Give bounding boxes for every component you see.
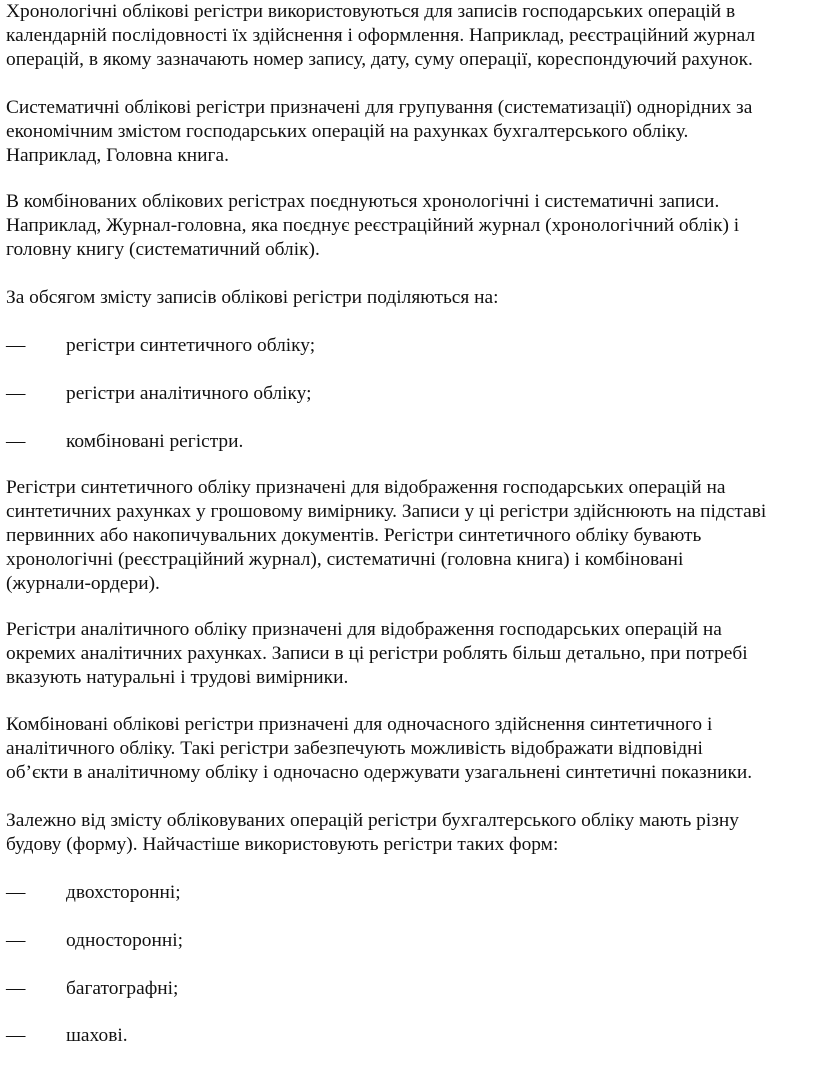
paragraph-by-scope [6, 286, 499, 310]
text-line: синтетичних рахунках у грошовому вимірнику. Записи у ці регістри здійснюють на підставі [6, 501, 767, 522]
list-item [6, 881, 806, 905]
text-line: економічним змістом господарських операцій на рахунках бухгалтерського обліку. [6, 121, 689, 142]
text-line: Залежно від змісту обліковуваних операцій регістри бухгалтерського обліку мають різну [6, 810, 739, 831]
dash-bullet: — [6, 383, 26, 404]
paragraph-chronological-registers [6, 0, 755, 72]
text-line: вказують натуральні і трудові вимірники. [6, 667, 349, 688]
text-line: (журнали-ордери). [6, 573, 160, 594]
list-item [6, 334, 806, 358]
dash-bullet: — [6, 335, 26, 356]
list-item-text: комбіновані регістри. [66, 431, 244, 452]
text-line: аналітичного обліку. Такі регістри забезпечують можливість відображати відповідні [6, 738, 703, 759]
text-line: головну книгу (систематичний облік). [6, 239, 320, 260]
text-line: Наприклад, Журнал-головна, яка поєднує реєстраційний журнал (хронологічний облік) і [6, 215, 740, 236]
text-line: Наприклад, Головна книга. [6, 145, 229, 166]
list-item-text: регістри синтетичного обліку; [66, 335, 316, 356]
list-item-text: регістри аналітичного обліку; [66, 383, 312, 404]
text-line: За обсягом змісту записів облікові регістри поділяються на: [6, 287, 499, 308]
text-line: Хронологічні облікові регістри використовуються для записів господарських операцій в [6, 1, 736, 22]
paragraph-register-forms [6, 809, 739, 857]
text-line: окремих аналітичних рахунках. Записи в ці регістри роблять більш детально, при потребі [6, 643, 748, 664]
list-item-text: багатографні; [66, 978, 179, 999]
paragraph-combined-accounting-registers [6, 713, 752, 785]
dash-bullet: — [6, 882, 26, 903]
text-line: Регістри аналітичного обліку призначені для відображення господарських операцій на [6, 619, 722, 640]
text-line: календарній послідовності їх здійснення і оформлення. Наприклад, реєстраційний журнал [6, 25, 756, 46]
list-item-text: односторонні; [66, 930, 183, 951]
dash-bullet: — [6, 1025, 26, 1046]
text-line: операцій, в якому зазначають номер запису, дату, суму операції, кореспондуючий рахунок. [6, 49, 753, 70]
paragraph-analytical-registers [6, 618, 748, 690]
list-item [6, 929, 806, 953]
paragraph-combined-registers [6, 190, 739, 262]
dash-bullet: — [6, 930, 26, 951]
list-register-types [6, 334, 806, 452]
list-item [6, 430, 806, 454]
paragraph-synthetic-registers [6, 476, 766, 596]
list-item-text: шахові. [66, 1025, 128, 1046]
dash-bullet: — [6, 431, 26, 452]
text-line: первинних або накопичувальних документів. Регістри синтетичного обліку бувають [6, 525, 702, 546]
text-line: В комбінованих облікових регістрах поєднуються хронологічні і систематичні записи. [6, 191, 720, 212]
paragraph-systematic-registers [6, 96, 752, 168]
text-line: Комбіновані облікові регістри призначені для одночасного здійснення синтетичного і [6, 714, 713, 735]
text-line: будову (форму). Найчастіше використовують регістри таких форм: [6, 834, 559, 855]
text-line: Систематичні облікові регістри призначені для групування (систематизації) однорідних за [6, 97, 753, 118]
text-line: Регістри синтетичного обліку призначені для відображення господарських операцій на [6, 477, 726, 498]
dash-bullet: — [6, 978, 26, 999]
text-line: об’єкти в аналітичному обліку і одночасно одержувати узагальнені синтетичні показники. [6, 762, 753, 783]
list-item [6, 1024, 806, 1048]
list-item-text: двохсторонні; [66, 882, 181, 903]
list-item [6, 382, 806, 406]
text-line: хронологічні (реєстраційний журнал), систематичні (головна книга) і комбіновані [6, 549, 684, 570]
list-item [6, 977, 806, 1001]
